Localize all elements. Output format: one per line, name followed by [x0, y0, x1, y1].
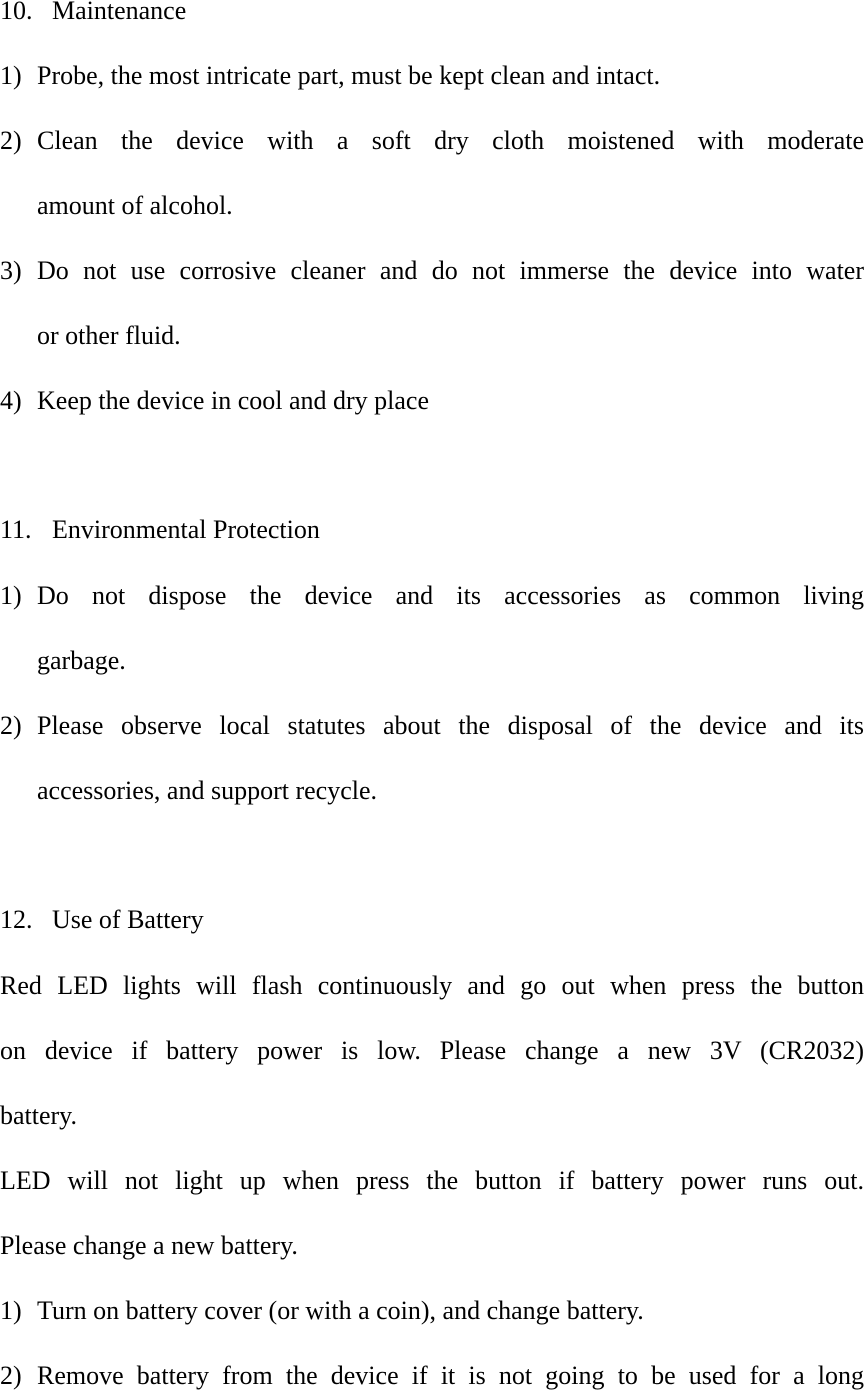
- list-item-continuation: [0, 316, 864, 356]
- section-number: 10.: [0, 0, 33, 25]
- list-item-number: 2): [0, 1361, 22, 1390]
- paragraph-line: [0, 1226, 864, 1266]
- paragraph-line: [0, 1161, 864, 1201]
- list-item-text: or other fluid.: [37, 321, 181, 350]
- list-item-text: Do not dispose the device and its accessories as common living: [37, 581, 864, 610]
- list-item-text: garbage.: [37, 646, 126, 675]
- list-item-continuation: [0, 186, 864, 226]
- list-item: [0, 1356, 864, 1396]
- list-item-text: accessories, and support recycle.: [37, 776, 378, 805]
- list-item-number: 3): [0, 256, 22, 285]
- list-item-text: Probe, the most intricate part, must be kept clean and intact.: [37, 61, 661, 90]
- list-item-number: 2): [0, 711, 22, 740]
- section-heading-use-of-battery: [0, 900, 864, 940]
- list-item: [0, 381, 864, 421]
- list-item-number: 4): [0, 386, 22, 415]
- list-item-number: 1): [0, 581, 22, 610]
- paragraph-text: on device if battery power is low. Please change a new 3V (CR2032): [0, 1036, 864, 1065]
- list-item-text: Do not use corrosive cleaner and do not immerse the device into water: [37, 256, 864, 285]
- section-title: Use of Battery: [52, 905, 204, 934]
- list-item-continuation: [0, 641, 864, 681]
- paragraph-line: [0, 1096, 864, 1136]
- paragraph-line: [0, 1031, 864, 1071]
- paragraph-text: Red LED lights will flash continuously and go out when press the button: [0, 971, 864, 1000]
- section-heading-environmental-protection: [0, 510, 864, 550]
- paragraph-line: [0, 966, 864, 1006]
- list-item-number: 1): [0, 1296, 22, 1325]
- list-item-text: amount of alcohol.: [37, 191, 233, 220]
- list-item-text: Remove battery from the device if it is not going to be used for a long: [37, 1361, 864, 1390]
- list-item-number: 1): [0, 61, 22, 90]
- list-item-text: Keep the device in cool and dry place: [37, 386, 429, 415]
- paragraph-text: battery.: [0, 1101, 77, 1130]
- list-item: [0, 121, 864, 161]
- paragraph-text: Please change a new battery.: [0, 1231, 298, 1260]
- section-number: 11.: [0, 515, 32, 544]
- list-item-text: Please observe local statutes about the disposal of the device and its: [37, 711, 864, 740]
- section-number: 12.: [0, 905, 33, 934]
- list-item-text: Turn on battery cover (or with a coin), and change battery.: [37, 1296, 644, 1325]
- section-heading-maintenance: [0, 0, 864, 31]
- list-item: [0, 251, 864, 291]
- section-title: Environmental Protection: [52, 515, 320, 544]
- list-item-continuation: [0, 771, 864, 811]
- list-item-text: Clean the device with a soft dry cloth moistened with moderate: [37, 126, 864, 155]
- list-item: [0, 56, 864, 96]
- paragraph-text: LED will not light up when press the button if battery power runs out.: [0, 1166, 864, 1195]
- list-item: [0, 706, 864, 746]
- list-item: [0, 576, 864, 616]
- list-item-number: 2): [0, 126, 22, 155]
- list-item: [0, 1291, 864, 1331]
- section-title: Maintenance: [52, 0, 187, 25]
